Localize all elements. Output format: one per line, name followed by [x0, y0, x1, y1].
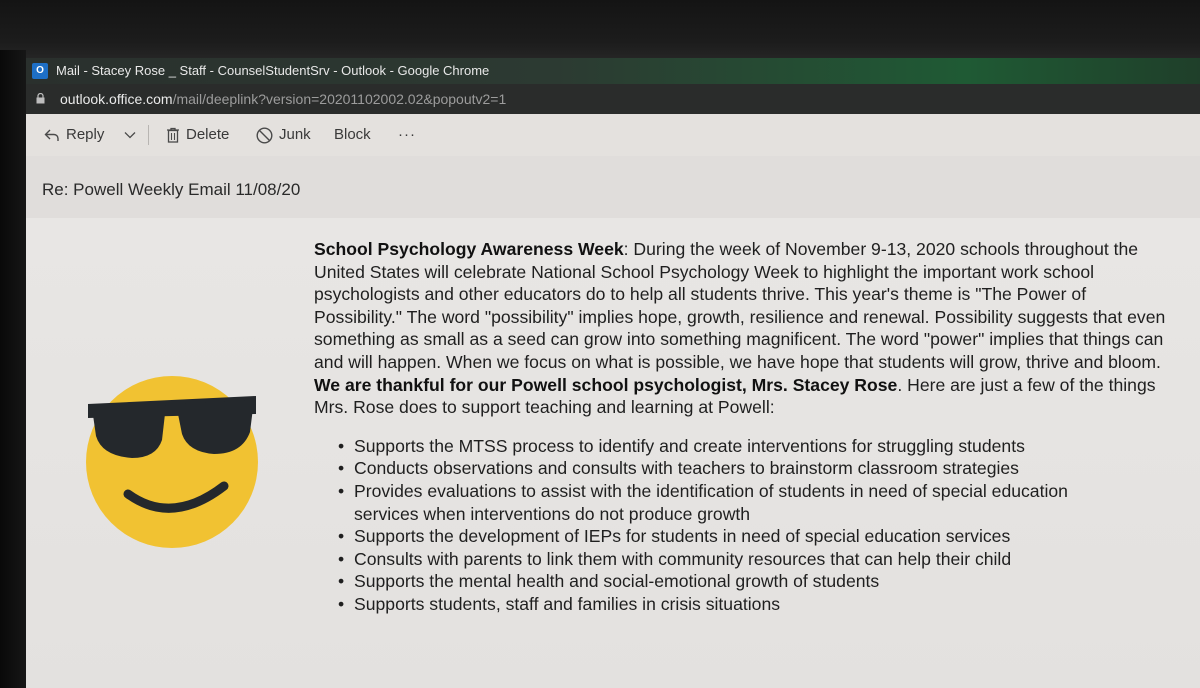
intro-paragraph [314, 238, 1174, 419]
block-button[interactable] [334, 114, 371, 156]
thanks-text: We are thankful for our Powell school psychologist, Mrs. Stacey Rose [314, 374, 898, 395]
list-item: • Consults with parents to link them with community resources that can help their child [314, 548, 1134, 571]
window-title: Mail - Stacey Rose _ Staff - CounselStudentSrv - Outlook - Google Chrome [56, 63, 490, 78]
chevron-down-icon [124, 131, 136, 139]
duties-list [314, 435, 1174, 616]
block-label: Block [334, 126, 371, 143]
list-item: • Supports the development of IEPs for students in need of special education services [314, 525, 1134, 548]
email-subject: Re: Powell Weekly Email 11/08/20 [42, 180, 301, 199]
delete-button[interactable] [166, 114, 229, 156]
outlook-icon: O [32, 63, 48, 79]
toolbar-divider [148, 125, 149, 145]
lock-icon [36, 93, 45, 104]
reply-options-button[interactable] [124, 114, 142, 156]
reply-icon [44, 128, 60, 142]
intro-text: : During the week of November 9-13, 2020 schools throughout the United States will celebrate National School Psychology Week to highlight the important work school psychologists and other educators do to help all students thrive. This year's theme is "The Power of Possibility." The word "possibility" implies hope, growth, resilience and renewal. Possibility suggests that even something as small as a seed can grow into something magnificent. The word "power" implies that things can and will happen. When we focus on what is possible, we have hope that students will grow, thrive and bloom. [314, 239, 1166, 372]
outro-text: . Here are just a few of the things Mrs. Rose does to support teaching and learning at Powell: [314, 374, 1156, 418]
email-body [26, 218, 1200, 688]
monitor-bezel-top [0, 0, 1200, 60]
block-circle-icon [256, 127, 273, 144]
trash-icon [166, 127, 180, 143]
sunglasses-emoji-icon [84, 374, 260, 550]
list-item: • Supports the MTSS process to identify and create interventions for struggling students [314, 435, 1134, 458]
url-path: /mail/deeplink?version=20201102002.02&popoutv2=1 [172, 91, 507, 107]
browser-window [26, 58, 1200, 688]
junk-label: Junk [279, 126, 311, 143]
list-item: • Supports students, staff and families in crisis situations [314, 593, 1134, 616]
list-item: • Provides evaluations to assist with the identification of students in need of special education services when interventions do not produce growth [314, 480, 1134, 525]
monitor-bezel-left [0, 50, 26, 688]
window-titlebar [26, 58, 1200, 84]
email-content [314, 238, 1174, 616]
section-heading: School Psychology Awareness Week [314, 239, 624, 259]
list-item: • Conducts observations and consults with teachers to brainstorm classroom strategies [314, 457, 1134, 480]
subject-header [26, 156, 1200, 219]
url-text[interactable] [60, 84, 506, 114]
delete-label: Delete [186, 126, 230, 143]
url-domain: outlook.office.com [60, 91, 173, 107]
more-actions-button[interactable]: ··· [398, 126, 416, 143]
address-bar[interactable] [26, 84, 1200, 114]
reply-button[interactable] [44, 114, 104, 156]
list-item: • Supports the mental health and social-emotional growth of students [314, 570, 1134, 593]
message-toolbar [26, 114, 1200, 156]
reply-label: Reply [66, 126, 105, 143]
junk-button[interactable] [256, 114, 311, 156]
